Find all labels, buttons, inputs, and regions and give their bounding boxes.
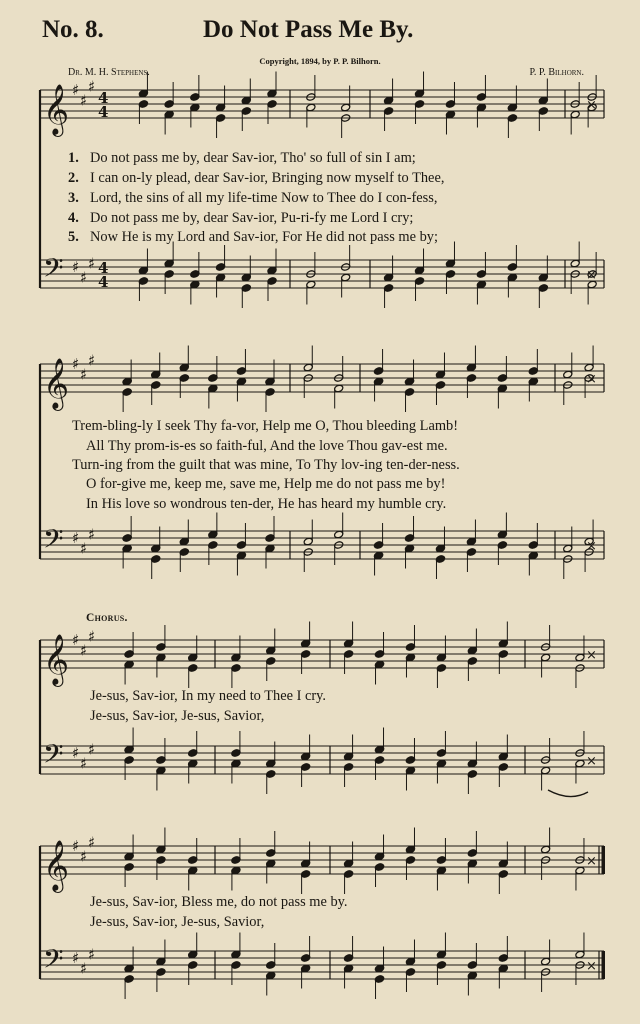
sharp-icon: ♯ [88, 254, 96, 273]
time-signature-bottom: 4 [98, 273, 109, 291]
rest-icon: × [586, 648, 597, 663]
rest-icon: × [586, 959, 597, 974]
verse-3-line-2: Turn-ing from the guilt that was mine, To Thy lov-ing ten-der-ness. [72, 457, 460, 473]
treble-clef-icon: 𝄞 [43, 840, 70, 891]
verse-5-line-1 [68, 229, 438, 246]
sharp-icon: ♯ [88, 351, 96, 370]
bass-clef-icon: 𝄢 [43, 738, 64, 776]
rest-icon: × [586, 98, 597, 113]
time-signature-top: 4 [98, 89, 109, 107]
chorus-label: Chorus. [86, 612, 128, 624]
verse-number: 1. [68, 150, 79, 166]
final-barline-thick [602, 846, 606, 874]
sharp-icon: ♯ [80, 268, 88, 287]
hymn-number: No. 8. [42, 16, 104, 43]
bass-clef-icon: 𝄢 [43, 523, 64, 561]
treble-clef-icon: 𝄞 [43, 358, 70, 409]
verse-2-line-1 [68, 170, 444, 187]
sharp-icon: ♯ [88, 525, 96, 544]
sharp-icon: ♯ [80, 754, 88, 773]
verse-4-line-1 [68, 210, 413, 227]
verse-number: 2. [68, 170, 79, 186]
verse-text: Do not pass me by, dear Sav-ior, Tho' so full of sin I am; [90, 150, 416, 166]
verse-number: 3. [68, 190, 79, 206]
sharp-icon: ♯ [80, 847, 88, 866]
hymn-title: Do Not Pass Me By. [203, 16, 414, 43]
chorus-line-2-echo: Je-sus, Sav-ior, Je-sus, Savior, [90, 914, 265, 930]
sharp-icon: ♯ [88, 833, 96, 852]
sharp-icon: ♯ [88, 740, 96, 759]
sharp-icon: ♯ [72, 355, 80, 373]
sharp-icon: ♯ [72, 744, 80, 762]
time-signature-top: 4 [98, 259, 109, 277]
verse-text: Now He is my Lord and Sav-ior, For He did not pass me by; [90, 229, 438, 245]
bass-clef-icon: 𝄢 [43, 943, 64, 981]
sharp-icon: ♯ [80, 365, 88, 384]
sharp-icon: ♯ [88, 627, 96, 646]
rest-icon: × [586, 854, 597, 869]
sharp-icon: ♯ [72, 837, 80, 855]
sharp-icon: ♯ [72, 81, 80, 99]
verse-1-line-1 [68, 150, 416, 167]
verse-2-line-2: All Thy prom-is-es so faith-ful, And the love Thou gav-est me. [86, 438, 448, 454]
treble-clef-icon: 𝄞 [43, 84, 70, 135]
sharp-icon: ♯ [72, 631, 80, 649]
sharp-icon: ♯ [72, 529, 80, 547]
sharp-icon: ♯ [80, 539, 88, 558]
verse-4-line-2: O for-give me, keep me, save me, Help me do not pass me by! [86, 476, 446, 492]
verse-3-line-1 [68, 190, 437, 207]
sharp-icon: ♯ [88, 77, 96, 96]
chorus-line-2: Je-sus, Sav-ior, Bless me, do not pass me by. [90, 894, 348, 910]
bass-clef-icon: 𝄢 [43, 252, 64, 290]
verse-1-line-2: Trem-bling-ly I seek Thy fa-vor, Help me O, Thou bleeding Lamb! [72, 418, 459, 434]
sharp-icon: ♯ [80, 641, 88, 660]
sharp-icon: ♯ [72, 949, 80, 967]
sharp-icon: ♯ [88, 945, 96, 964]
composer-credit: P. P. Bilhorn. [529, 67, 584, 78]
rest-icon: × [586, 754, 597, 769]
verse-number: 4. [68, 210, 79, 226]
rest-icon: × [586, 539, 597, 554]
verse-5-line-2: In His love so wondrous ten-der, He has heard my humble cry. [86, 496, 447, 512]
slur-icon [548, 790, 588, 797]
rest-icon: × [586, 268, 597, 283]
chorus-line-1-echo: Je-sus, Sav-ior, Je-sus, Savior, [90, 708, 265, 724]
sharp-icon: ♯ [80, 959, 88, 978]
rest-icon: × [586, 372, 597, 387]
final-barline-thick [602, 951, 606, 979]
verse-text: Do not pass me by, dear Sav-ior, Pu-ri-fy me Lord I cry; [90, 210, 414, 226]
treble-clef-icon: 𝄞 [43, 634, 70, 685]
copyright-notice: Copyright, 1894, by P. P. Bilhorn. [259, 56, 381, 66]
lyricist-credit: Dr. M. H. Stephens. [68, 67, 150, 78]
verse-number: 5. [68, 229, 79, 245]
time-signature-bottom: 4 [98, 103, 109, 121]
chorus-line-1: Je-sus, Sav-ior, In my need to Thee I cry. [90, 688, 327, 704]
verse-text: Lord, the sins of all my life-time Now to Thee do I con-fess, [90, 190, 438, 206]
sharp-icon: ♯ [72, 258, 80, 276]
sharp-icon: ♯ [80, 91, 88, 110]
verse-text: I can on-ly plead, dear Sav-ior, Bringing now myself to Thee, [90, 170, 445, 186]
